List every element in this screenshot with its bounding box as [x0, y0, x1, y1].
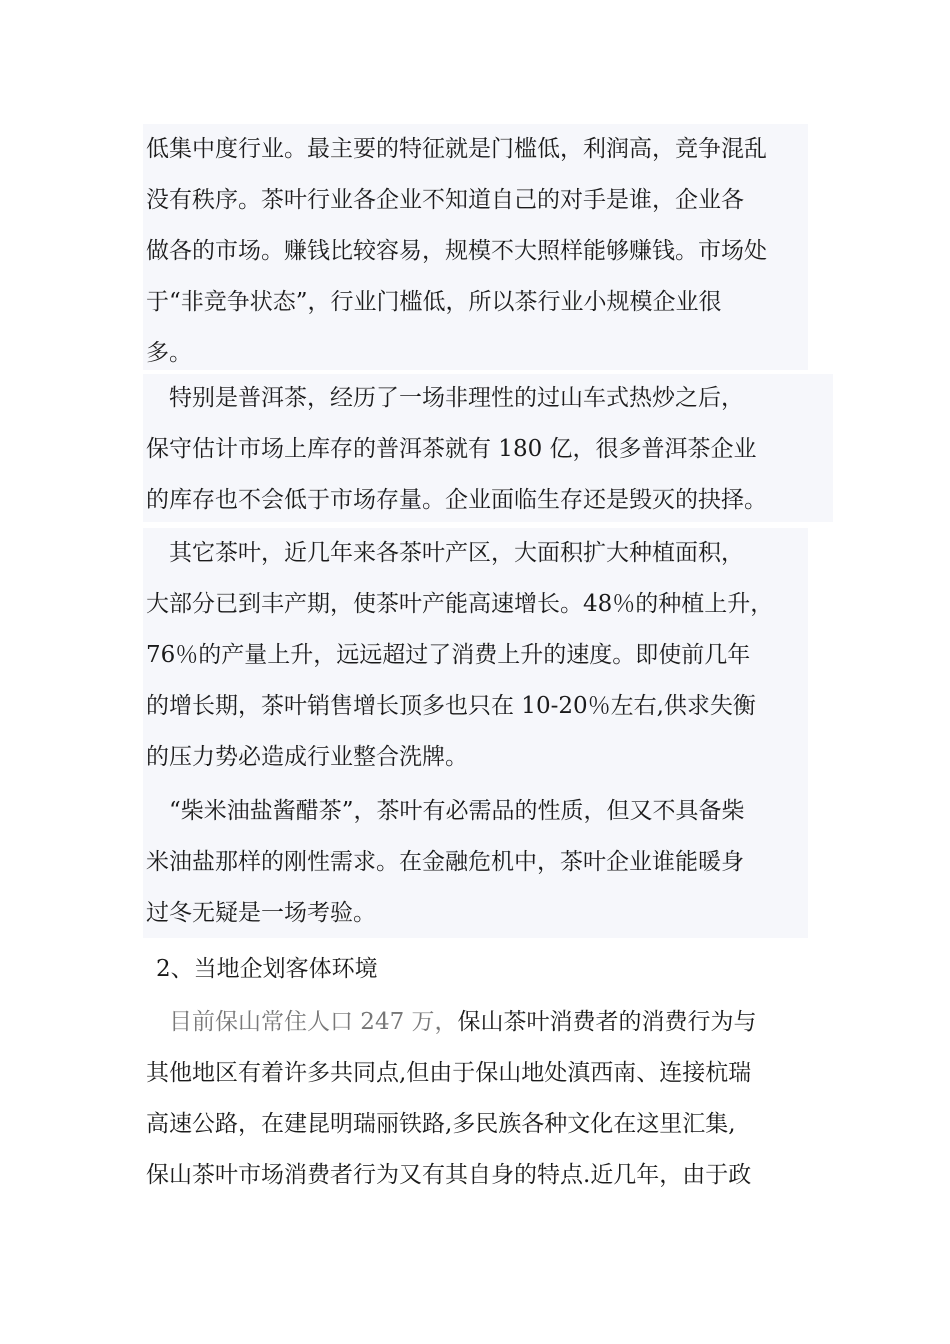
- text-segment: 保山茶叶消费者的消费行为与: [457, 1009, 757, 1035]
- paragraph-local-environment: [146, 997, 810, 1201]
- text-line: 的压力势必造成行业整合洗牌。: [146, 744, 468, 770]
- text-line: 多。: [146, 340, 192, 366]
- text-line: 大部分已到丰产期，使茶叶产能高速增长。48％的种植上升，: [146, 591, 774, 617]
- paragraph-necessity: [146, 786, 810, 939]
- paragraph-puer-tea: [146, 373, 810, 526]
- paragraph-market-features: [146, 124, 810, 379]
- text-line: 于“非竞争状态”，行业门槛低，所以茶行业小规模企业很: [146, 289, 722, 315]
- section-heading: [156, 944, 820, 995]
- text-line: 保山茶叶市场消费者行为又有其自身的特点.近几年，由于政: [146, 1162, 752, 1188]
- text-line: 做各的市场。赚钱比较容易，规模不大照样能够赚钱。市场处: [146, 238, 767, 264]
- text-line: 低集中度行业。最主要的特征就是门槛低，利润高，竞争混乱: [146, 136, 767, 162]
- text-line: 保守估计市场上库存的普洱茶就有 180 亿，很多普洱茶企业: [146, 436, 757, 462]
- paragraph-other-tea: [146, 528, 810, 783]
- text-line: 的增长期，茶叶销售增长顶多也只在 10-20％左右,供求失衡: [146, 693, 756, 719]
- text-line: 没有秩序。茶叶行业各企业不知道自己的对手是谁，企业各: [146, 187, 744, 213]
- text-line: 的库存也不会低于市场存量。企业面临生存还是毁灭的抉择。: [146, 487, 767, 513]
- text-line: 特别是普洱茶，经历了一场非理性的过山车式热炒之后，: [146, 385, 744, 411]
- text-line: 其它茶叶，近几年来各茶叶产区，大面积扩大种植面积，: [146, 540, 744, 566]
- heading-text: 2、当地企划客体环境: [156, 956, 378, 982]
- text-line: 过冬无疑是一场考验。: [146, 900, 376, 926]
- text-line: “柴米油盐酱醋茶”，茶叶有必需品的性质，但又不具备柴: [146, 798, 745, 824]
- text-line: 高速公路，在建昆明瑞丽铁路,多民族各种文化在这里汇集,: [146, 1111, 736, 1137]
- text-line: 其他地区有着许多共同点,但由于保山地处滇西南、连接杭瑞: [146, 1060, 752, 1086]
- text-line: 米油盐那样的刚性需求。在金融危机中，茶叶企业谁能暖身: [146, 849, 744, 875]
- text-line: 76％的产量上升，远远超过了消费上升的速度。即使前几年: [146, 642, 751, 668]
- text-line: [146, 997, 810, 1048]
- muted-text: 目前保山常住人口 247 万，: [146, 1009, 458, 1035]
